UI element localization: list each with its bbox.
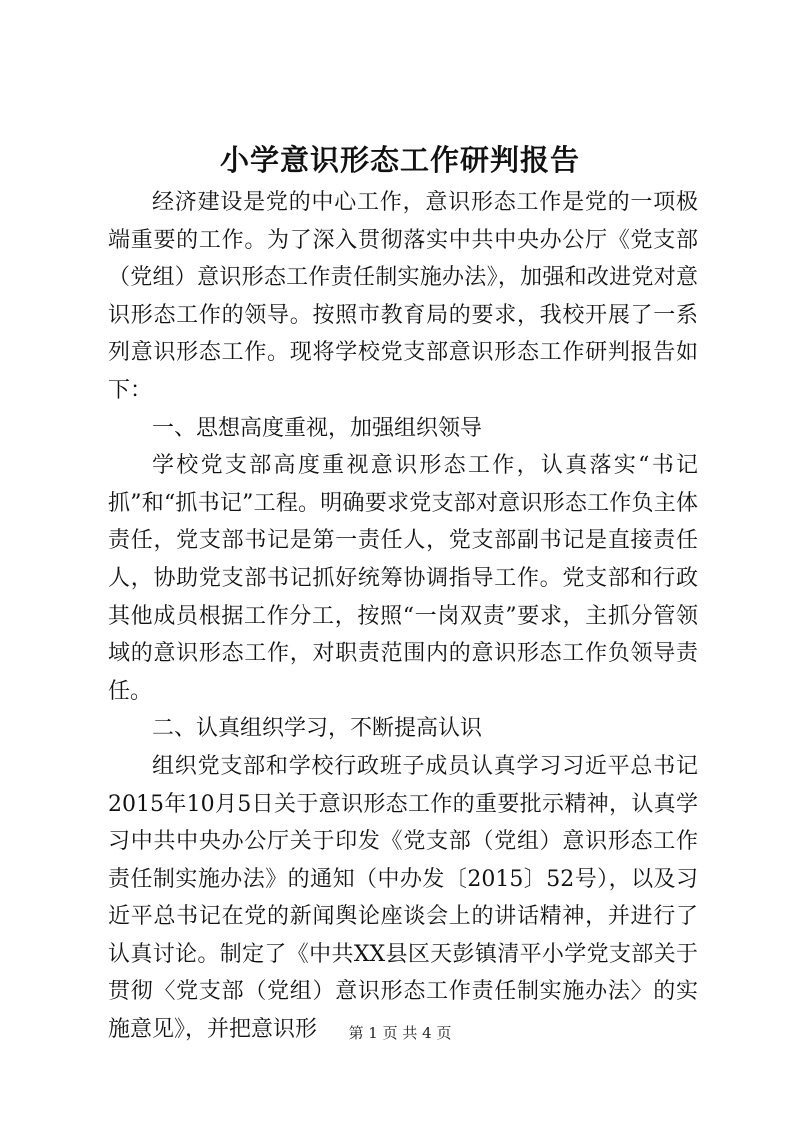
section-1-paragraph: 学校党支部高度重视意识形态工作，认真落实“书记抓”和“抓书记”工程。明确要求党支部对意识形态工作负主体责任，党支部书记是第一责任人，党支部副书记是直接责任人，协助党支部书记抓好统筹协调指导工作。党支部和行政其他成员根据工作分工，按照“一岗双责”要求，主抓分管领域的意识形态工作，对职责范围内的意识形态工作负领导责任。 (108, 453, 698, 704)
intro-paragraph: 经济建设是党的中心工作，意识形态工作是党的一项极端重要的工作。为了深入贯彻落实中共中央办公厅《党支部（党组）意识形态工作责任制实施办法》，加强和改进党对意识形态工作的领导。按照市教育局的要求，我校开展了一系列意识形态工作。现将学校党支部意识形态工作研判报告如下： (108, 190, 698, 403)
page-number-footer: 第 1 页 共 4 页 (348, 1024, 452, 1042)
document-body (108, 184, 698, 1049)
section-2-paragraph: 组织党支部和学校行政班子成员认真学习习近平总书记2015年10月5日关于意识形态工作的重要批示精神，认真学习中共中央办公厅关于印发《党支部（党组）意识形态工作责任制实施办法》的通知（中办发〔2015〕52号），以及习近平总书记在党的新闻舆论座谈会上的讲话精神，并进行了认真讨论。制定了《中共XX县区天彭镇清平小学党支部关于贯彻〈党支部（党组）意识形态工作责任制实施办法〉的实施意见》，并把意识形 (108, 753, 698, 1043)
section-heading-1: 一、思想高度重视，加强组织领导 (152, 415, 483, 441)
document-title: 小学意识形态工作研判报告 (219, 143, 580, 177)
section-heading-2: 二、认真组织学习，不断提高认识 (152, 716, 483, 742)
